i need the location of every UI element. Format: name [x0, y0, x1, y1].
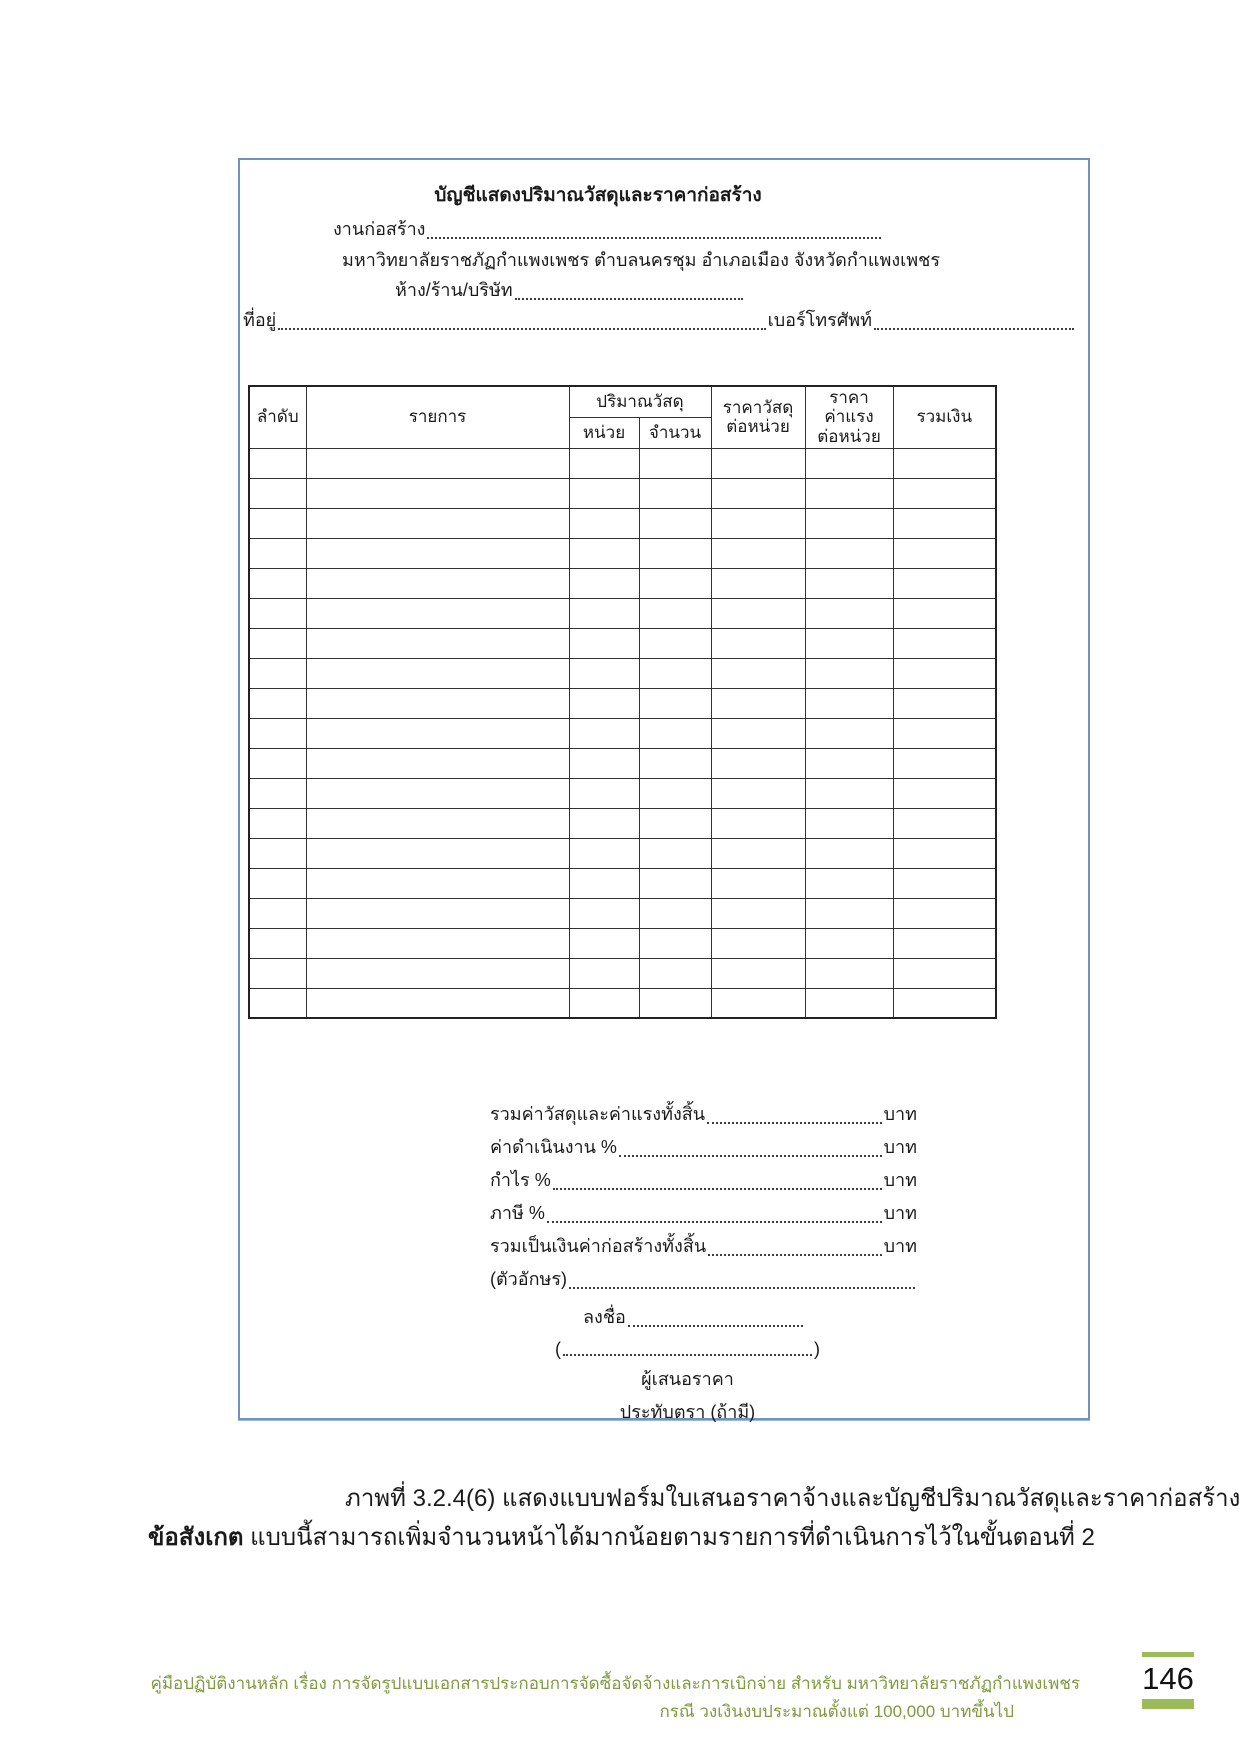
table-empty-cell — [805, 448, 893, 478]
table-empty-cell — [249, 958, 306, 988]
table-empty-cell — [893, 988, 996, 1018]
table-empty-cell — [893, 838, 996, 868]
table-empty-cell — [569, 898, 639, 928]
total-line-operating-cost: ค่าดำเนินงาน % บาท — [490, 1137, 917, 1157]
phone-fill-line — [874, 328, 1074, 330]
col-header-total: รวมเงิน — [893, 386, 996, 448]
company-fill-line — [515, 298, 743, 300]
note-label: ข้อสังเกต — [148, 1524, 244, 1551]
table-empty-cell — [893, 868, 996, 898]
table-empty-cell — [805, 778, 893, 808]
table-empty-row — [249, 628, 996, 658]
table-empty-cell — [639, 718, 711, 748]
table-empty-row — [249, 568, 996, 598]
note-line — [148, 1517, 1095, 1556]
table-empty-cell — [306, 718, 569, 748]
table-empty-row — [249, 448, 996, 478]
table-empty-cell — [569, 538, 639, 568]
table-empty-cell — [893, 478, 996, 508]
table-empty-cell — [249, 538, 306, 568]
table-empty-cell — [306, 448, 569, 478]
fill-line — [707, 1122, 882, 1124]
signature-role: ผู้เสนอราคา — [641, 1369, 734, 1389]
table-empty-cell — [805, 508, 893, 538]
company-line — [395, 275, 745, 304]
table-empty-cell — [249, 478, 306, 508]
page-number-bottom-bar — [1142, 1699, 1194, 1709]
table-empty-cell — [249, 448, 306, 478]
table-empty-cell — [805, 988, 893, 1018]
table-empty-cell — [893, 688, 996, 718]
phone-label: เบอร์โทรศัพท์ — [767, 310, 872, 330]
table-empty-row — [249, 748, 996, 778]
table-empty-cell — [893, 568, 996, 598]
bom-table-container — [248, 385, 997, 1019]
table-empty-row — [249, 538, 996, 568]
table-empty-cell — [306, 778, 569, 808]
table-empty-cell — [306, 568, 569, 598]
table-empty-cell — [711, 628, 805, 658]
table-empty-cell — [805, 868, 893, 898]
table-empty-cell — [711, 688, 805, 718]
page-number: 146 — [1142, 1661, 1194, 1696]
table-empty-cell — [569, 778, 639, 808]
company-label: ห้าง/ร้าน/บริษัท — [395, 280, 513, 300]
table-empty-cell — [569, 598, 639, 628]
table-empty-cell — [249, 508, 306, 538]
table-empty-row — [249, 688, 996, 718]
table-empty-cell — [711, 808, 805, 838]
table-empty-cell — [306, 898, 569, 928]
table-empty-cell — [711, 478, 805, 508]
table-empty-cell — [893, 448, 996, 478]
table-empty-cell — [249, 898, 306, 928]
form-border-box — [238, 158, 1090, 1420]
table-empty-cell — [249, 598, 306, 628]
signature-line — [583, 1302, 805, 1331]
total-line-tax: ภาษี % บาท — [490, 1203, 917, 1223]
table-empty-cell — [805, 688, 893, 718]
col-header-unit: หน่วย — [569, 417, 639, 448]
table-empty-row — [249, 958, 996, 988]
total-line-materials-labor: รวมค่าวัสดุและค่าแรงทั้งสิ้น บาท — [490, 1104, 917, 1124]
table-empty-cell — [893, 778, 996, 808]
table-empty-cell — [711, 508, 805, 538]
table-empty-cell — [711, 868, 805, 898]
form-title: บัญชีแสดงปริมาณวัสดุและราคาก่อสร้าง — [434, 185, 762, 206]
table-empty-cell — [893, 658, 996, 688]
col-header-item: รายการ — [306, 386, 569, 448]
table-empty-cell — [711, 748, 805, 778]
table-empty-cell — [306, 868, 569, 898]
table-empty-cell — [711, 538, 805, 568]
table-empty-cell — [249, 838, 306, 868]
page-number-badge — [1142, 1652, 1194, 1709]
table-empty-cell — [805, 898, 893, 928]
table-empty-cell — [249, 928, 306, 958]
table-empty-cell — [249, 658, 306, 688]
table-empty-cell — [306, 988, 569, 1018]
table-empty-cell — [639, 838, 711, 868]
table-empty-cell — [805, 958, 893, 988]
table-empty-cell — [639, 478, 711, 508]
table-empty-cell — [805, 478, 893, 508]
fill-line — [547, 1221, 882, 1223]
signature-label: ลงชื่อ — [583, 1307, 626, 1327]
table-empty-cell — [639, 628, 711, 658]
construction-fill-line — [427, 237, 881, 239]
total-line-amount-in-words: (ตัวอักษร) — [490, 1260, 917, 1293]
table-empty-cell — [306, 748, 569, 778]
table-empty-cell — [306, 538, 569, 568]
table-empty-cell — [249, 808, 306, 838]
table-empty-cell — [711, 658, 805, 688]
table-empty-cell — [306, 658, 569, 688]
table-empty-cell — [569, 688, 639, 718]
fill-line — [619, 1155, 882, 1157]
table-empty-cell — [893, 958, 996, 988]
table-empty-cell — [569, 568, 639, 598]
table-empty-cell — [639, 448, 711, 478]
table-empty-cell — [893, 898, 996, 928]
table-empty-cell — [893, 508, 996, 538]
table-empty-cell — [639, 508, 711, 538]
table-empty-cell — [711, 448, 805, 478]
table-empty-row — [249, 508, 996, 538]
fill-line — [708, 1254, 881, 1256]
table-empty-cell — [639, 928, 711, 958]
table-empty-cell — [306, 628, 569, 658]
table-empty-cell — [639, 988, 711, 1018]
table-empty-cell — [805, 658, 893, 688]
table-empty-row — [249, 838, 996, 868]
fill-line — [569, 1287, 915, 1289]
table-empty-cell — [249, 628, 306, 658]
table-empty-row — [249, 478, 996, 508]
table-empty-cell — [639, 598, 711, 628]
table-empty-cell — [893, 718, 996, 748]
table-empty-cell — [893, 598, 996, 628]
table-empty-cell — [306, 928, 569, 958]
table-empty-cell — [711, 838, 805, 868]
table-empty-cell — [306, 478, 569, 508]
table-empty-cell — [306, 808, 569, 838]
table-empty-cell — [306, 958, 569, 988]
bom-table-body — [249, 448, 996, 1018]
table-empty-cell — [639, 898, 711, 928]
col-header-no: ลำดับ — [249, 386, 306, 448]
table-empty-cell — [893, 808, 996, 838]
table-empty-cell — [569, 808, 639, 838]
table-empty-cell — [711, 778, 805, 808]
table-empty-cell — [711, 988, 805, 1018]
table-empty-cell — [569, 988, 639, 1018]
totals-block — [490, 1095, 917, 1293]
table-empty-cell — [639, 538, 711, 568]
table-empty-cell — [711, 568, 805, 598]
table-empty-cell — [306, 688, 569, 718]
table-empty-cell — [639, 658, 711, 688]
table-empty-cell — [569, 658, 639, 688]
table-empty-row — [249, 718, 996, 748]
table-empty-cell — [569, 838, 639, 868]
signature-name-line: ( ) — [555, 1339, 820, 1359]
table-empty-cell — [249, 988, 306, 1018]
table-empty-cell — [569, 868, 639, 898]
table-empty-cell — [639, 688, 711, 718]
bom-table — [248, 385, 997, 1019]
table-empty-row — [249, 988, 996, 1018]
table-empty-cell — [639, 778, 711, 808]
table-empty-cell — [893, 628, 996, 658]
table-empty-cell — [639, 868, 711, 898]
address-fill-line — [278, 328, 765, 330]
table-empty-cell — [639, 958, 711, 988]
signature-name-fill-line — [563, 1354, 812, 1356]
construction-label: งานก่อสร้าง — [333, 219, 426, 239]
table-empty-cell — [711, 958, 805, 988]
table-header-row-1 — [249, 386, 996, 417]
table-empty-cell — [805, 928, 893, 958]
table-empty-cell — [805, 838, 893, 868]
fill-line — [553, 1188, 882, 1190]
col-header-labor-price: ราคาค่าแรง ต่อหน่วย — [805, 386, 893, 448]
table-empty-cell — [569, 718, 639, 748]
footer-line-1: คู่มือปฏิบัติงานหลัก เรื่อง การจัดรูปแบบเอกสารประกอบการจัดซื้อจัดจ้างและการเบิกจ่าย สำหรับ มหาวิทยาลัยราชภัฏกำแพงเพชร — [150, 1674, 1080, 1693]
table-empty-cell — [893, 538, 996, 568]
table-empty-cell — [805, 568, 893, 598]
table-empty-cell — [569, 958, 639, 988]
table-empty-cell — [711, 928, 805, 958]
col-header-material-price: ราคาวัสดุ ต่อหน่วย — [711, 386, 805, 448]
col-header-qty-group: ปริมาณวัสดุ — [569, 386, 711, 417]
table-empty-cell — [711, 898, 805, 928]
table-empty-cell — [805, 808, 893, 838]
table-empty-row — [249, 658, 996, 688]
table-empty-cell — [249, 778, 306, 808]
table-empty-row — [249, 598, 996, 628]
note-text: แบบนี้สามารถเพิ่มจำนวนหน้าได้มากน้อยตามรายการที่ดำเนินการไว้ในขั้นตอนที่ 2 — [243, 1524, 1095, 1551]
table-empty-row — [249, 928, 996, 958]
table-empty-cell — [249, 718, 306, 748]
table-empty-cell — [569, 508, 639, 538]
table-empty-cell — [249, 748, 306, 778]
table-empty-cell — [306, 838, 569, 868]
table-empty-cell — [569, 448, 639, 478]
table-empty-cell — [893, 748, 996, 778]
table-empty-cell — [569, 748, 639, 778]
table-empty-cell — [805, 748, 893, 778]
table-empty-cell — [805, 718, 893, 748]
table-empty-cell — [893, 928, 996, 958]
table-empty-cell — [711, 718, 805, 748]
col-header-amount: จำนวน — [639, 417, 711, 448]
construction-line — [333, 214, 883, 243]
total-line-profit: กำไร % บาท — [490, 1170, 917, 1190]
table-empty-cell — [306, 598, 569, 628]
figure-caption: ภาพที่ 3.2.4(6) แสดงแบบฟอร์มใบเสนอราคาจ้างและบัญชีปริมาณวัสดุและราคาก่อสร้าง — [345, 1485, 1241, 1512]
table-empty-row — [249, 778, 996, 808]
table-empty-cell — [639, 808, 711, 838]
table-empty-row — [249, 868, 996, 898]
table-empty-row — [249, 898, 996, 928]
table-empty-cell — [569, 928, 639, 958]
university-line: มหาวิทยาลัยราชภัฏกำแพงเพชร ตำบลนครชุม อำเภอเมือง จังหวัดกำแพงเพชร — [342, 250, 941, 270]
signature-block — [555, 1302, 820, 1426]
table-empty-cell — [569, 628, 639, 658]
signature-stamp-note: ประทับตรา (ถ้ามี) — [619, 1402, 756, 1422]
table-empty-row — [249, 808, 996, 838]
signature-fill-line — [628, 1325, 803, 1327]
table-empty-cell — [249, 568, 306, 598]
footer-line-2: กรณี วงเงินงบประมาณตั้งแต่ 100,000 บาทขึ้นไป — [659, 1702, 1014, 1721]
table-empty-cell — [805, 628, 893, 658]
table-empty-cell — [306, 508, 569, 538]
table-empty-cell — [249, 868, 306, 898]
address-label: ที่อยู่ — [243, 310, 277, 330]
address-line — [243, 305, 1076, 334]
table-empty-cell — [569, 478, 639, 508]
page-footer — [100, 1670, 1080, 1726]
table-empty-cell — [639, 568, 711, 598]
total-line-grand-total: รวมเป็นเงินค่าก่อสร้างทั้งสิ้น บาท — [490, 1236, 917, 1256]
table-empty-cell — [805, 538, 893, 568]
table-empty-cell — [711, 598, 805, 628]
page-number-top-bar — [1142, 1652, 1194, 1657]
table-empty-cell — [249, 688, 306, 718]
table-empty-cell — [639, 748, 711, 778]
table-empty-cell — [805, 598, 893, 628]
